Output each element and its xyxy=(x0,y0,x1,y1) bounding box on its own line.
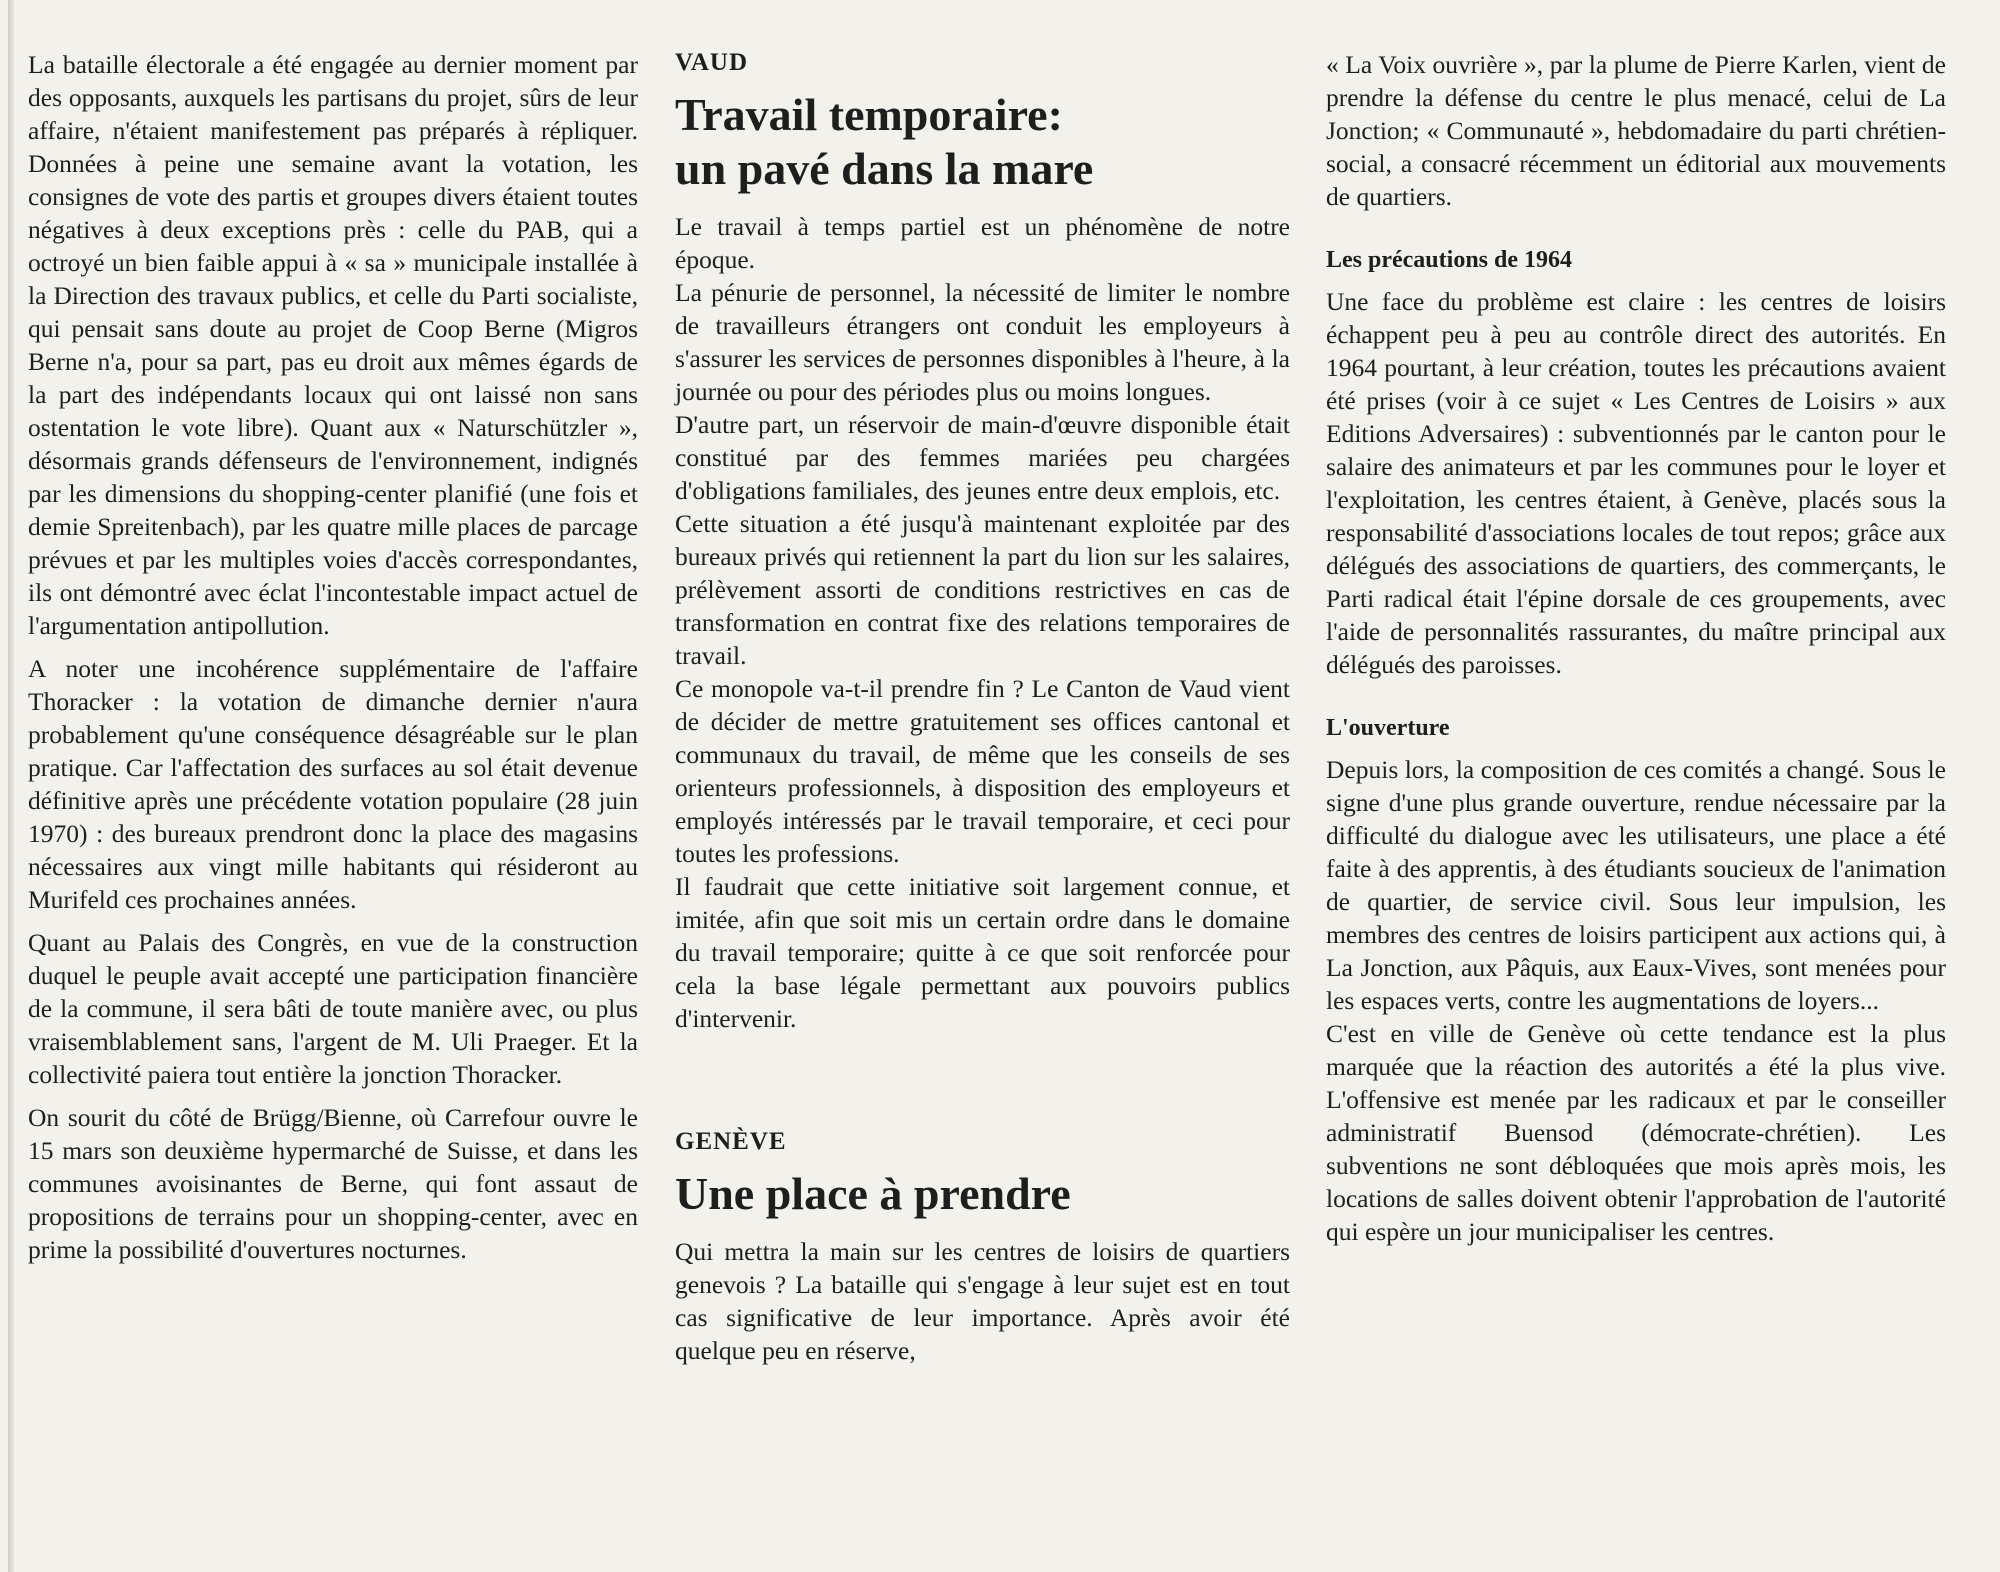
right-column xyxy=(1326,48,1946,1248)
left-column xyxy=(28,48,638,1266)
left-paragraph-2: A noter une incohérence supplémentaire de l'affaire Thoracker : la votation de dimanche dernier n'aura probablement qu'une conséquence désagréable sur le plan pratique. Car l'affectation des surfaces au sol était devenue définitive après une précédente votation populaire (28 juin 1970) : des bureaux prendront donc la place des magasins nécessaires aux vingt mille habitants qui résideront au Murifeld ces prochaines années. xyxy=(28,654,638,914)
right-intro-paragraph: « La Voix ouvrière », par la plume de Pierre Karlen, vient de prendre la défense du centre le plus menacé, celui de La Jonction; « Communauté », hebdomadaire du parti chrétien-social, a consacré récemment un éditorial aux mouvements de quartiers. xyxy=(1326,50,1946,211)
headline-geneve: Une place à prendre xyxy=(675,1168,1071,1219)
headline-vaud xyxy=(675,88,1290,196)
precautions-paragraph: Une face du problème est claire : les centres de loisirs échappent peu à peu au contrôle direct des autorités. En 1964 pourtant, à leur création, toutes les précautions avaient été prises (voir à ce sujet « Les Centres de Loisirs » aux Editions Adversaires) : subventionnés par le canton pour le salaire des animateurs et par les communes pour le loyer et l'exploitation, les centres étaient, à Genève, placés sous la responsabilité d'associations locales de tout repos; grâce aux délégués des associations de quartiers, des commerçants, le Parti radical était l'épine dorsale de ces groupements, avec l'aide de personnalités rassurantes, du maître principal aux délégués des paroisses. xyxy=(1326,287,1946,679)
geneve-article xyxy=(675,1127,1290,1367)
left-paragraph-3: Quant au Palais des Congrès, en vue de la construction duquel le peuple avait accepté une participation financière de la commune, il sera bâti de toute manière avec, ou plus vraisemblablement sans, l'argent de M. Uli Praeger. Et la collectivité paiera tout entière la jonction Thoracker. xyxy=(28,928,638,1089)
ouverture-paragraph-2: C'est en ville de Genève où cette tendance est la plus marquée que la réaction des autorités a été la plus vive. L'offensive est menée par les radicaux et par le conseiller administratif Buensod (démocrate-chrétien). Les subventions ne sont débloquées que mois après mois, les locations de salles doivent obtenir l'approbation de l'autorité qui espère un jour municipaliser les centres. xyxy=(1326,1019,1946,1246)
vaud-paragraph-2: La pénurie de personnel, la nécessité de limiter le nombre de travailleurs étrangers ont conduit les employeurs à s'assurer les services de personnes disponibles à l'heure, à la journée ou pour des périodes plus ou moins longues. xyxy=(675,278,1290,406)
vaud-paragraph-5: Ce monopole va-t-il prendre fin ? Le Canton de Vaud vient de décider de mettre gratuitement ses offices cantonal et communaux du travail, de même que les conseils de ses orienteurs professionnels, à disposition des employeurs et employés intéressés par le travail temporaire, et ceci pour toutes les professions. xyxy=(675,674,1290,868)
vaud-paragraph-4: Cette situation a été jusqu'à maintenant exploitée par des bureaux privés qui retiennent la part du lion sur les salaires, prélèvement assorti de conditions restrictives en cas de transformation en contrat fixe des relations temporaires de travail. xyxy=(675,509,1290,670)
middle-column xyxy=(675,48,1290,1367)
headline-vaud-line1: Travail temporaire: xyxy=(675,89,1063,140)
subhead-precautions: Les précautions de 1964 xyxy=(1326,247,1572,273)
vaud-paragraph-3: D'autre part, un réservoir de main-d'œuvre disponible était constitué par des femmes mariées peu chargées d'obligations familiales, des jeunes entre deux emplois, etc. xyxy=(675,410,1290,505)
left-paragraph-4: On sourit du côté de Brügg/Bienne, où Carrefour ouvre le 15 mars son deuxième hypermarché de Suisse, et dans les communes avoisinantes de Berne, qui font assaut de propositions de terrains pour un shopping-center, avec en prime la possibilité d'ouvertures nocturnes. xyxy=(28,1103,638,1264)
ouverture-paragraph-1: Depuis lors, la composition de ces comités a changé. Sous le signe d'une plus grande ouverture, rendue nécessaire par la difficulté du dialogue avec les utilisateurs, une place a été faite à des apprentis, à des étudiants soucieux de l'animation de quartier, de service civil. Sous leur impulsion, les membres des centres de loisirs participent aux actions qui, à La Jonction, aux Pâquis, aux Eaux-Vives, sont menées pour les espaces verts, contre les augmentations de loyers... xyxy=(1326,755,1946,1015)
vaud-paragraph-1: Le travail à temps partiel est un phénomène de notre époque. xyxy=(675,212,1290,274)
headline-vaud-line2: un pavé dans la mare xyxy=(675,143,1094,194)
page-binding-edge xyxy=(8,0,14,1572)
section-label-geneve: GENÈVE xyxy=(675,1128,787,1155)
left-paragraph-1: La bataille électorale a été engagée au dernier moment par des opposants, auxquels les partisans du projet, sûrs de leur affaire, n'étaient manifestement pas préparés à répliquer. Données à peine une semaine avant la votation, les consignes de vote des partis et groupes divers étaient toutes négatives à deux exceptions près : celle du PAB, qui a octroyé un bien faible appui à « sa » municipale installée à la Direction des travaux publics, et celle du Parti socialiste, qui pensait sans doute au projet de Coop Berne (Migros Berne n'a, pour sa part, pas eu droit aux mêmes égards de la part des indépendants locaux qui ont laissé non sans ostentation le vote libre). Quant aux « Naturschützler », désormais grands défenseurs de l'environnement, indignés par les dimensions du shopping-center planifié (une fois et demie Spreitenbach), par les quatre mille places de parcage prévues et par les multiples voies d'accès correspondantes, ils ont démontré avec éclat l'incontestable impact actuel de l'argumentation antipollution. xyxy=(28,50,638,640)
geneve-paragraph-1: Qui mettra la main sur les centres de loisirs de quartiers genevois ? La bataille qui s'engage à leur sujet est en tout cas significative de leur importance. Après avoir été quelque peu en réserve, xyxy=(675,1237,1290,1365)
section-label-vaud: VAUD xyxy=(675,49,748,76)
subhead-ouverture: L'ouverture xyxy=(1326,715,1450,741)
vaud-paragraph-6: Il faudrait que cette initiative soit largement connue, et imitée, afin que soit mis un certain ordre dans le domaine du travail temporaire; quitte à ce que soit renforcée pour cela la base légale permettant aux pouvoirs publics d'intervenir. xyxy=(675,872,1290,1033)
